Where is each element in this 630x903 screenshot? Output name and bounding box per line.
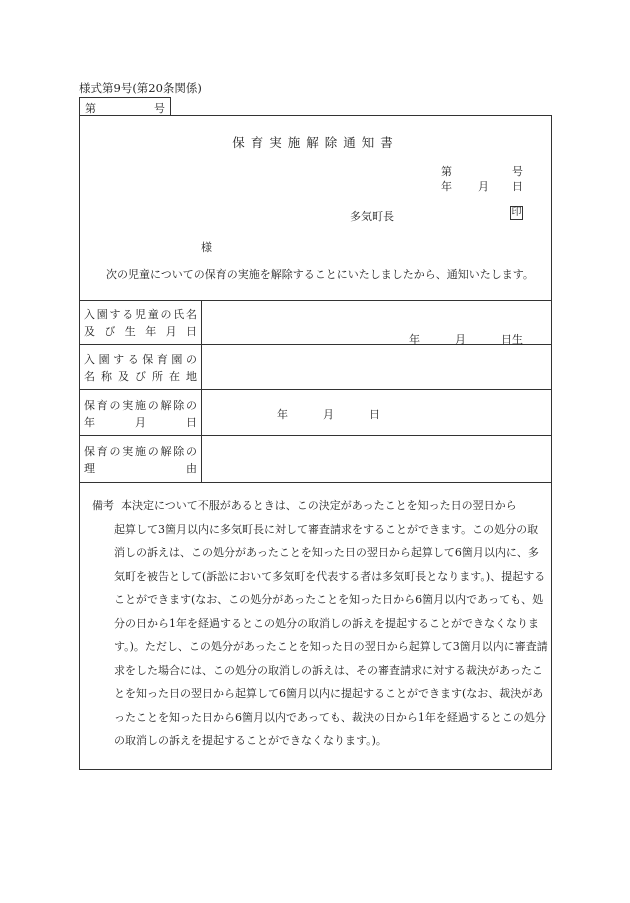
issue-month: 月 [478, 180, 489, 193]
issue-day: 日 [512, 180, 523, 193]
remarks-first-line: 本決定について不服があるときは、この決定があったことを知った日の翌日から [121, 499, 517, 512]
issue-year: 年 [441, 180, 452, 193]
form-number-label: 様式第9号(第20条関係) [79, 81, 202, 95]
intro-text: 次の児童についての保育の実施を解除することにいたしましたから、通知いたします。 [106, 268, 534, 281]
table-row-divider [79, 389, 552, 390]
document-number-box [79, 97, 171, 115]
seal-mark: 印 [511, 207, 522, 218]
number-box-go: 号 [154, 102, 165, 115]
issue-number-date [441, 163, 523, 193]
remarks-heading: 備考 [92, 499, 114, 512]
row-release-date-label: 保育の実施の解除の 年月日 [84, 399, 197, 429]
details-table: 入園する児童の氏名 及び生年月日 年 月 日生 入園する保育園の 名称及び所在地 保育の実施の解除の 年月日 年 月 日 保育の実施の解除の 理由 [79, 300, 552, 483]
document-title: 保育実施解除通知書 [232, 135, 399, 150]
row-nursery-label: 入園する保育園の 名称及び所在地 [84, 353, 197, 383]
remarks-body: 起算して3箇月以内に多気町長に対して審査請求をすることができます。この処分の取消しの訴えは、この処分があったことを知った日の翌日から起算して6箇月以内に、多気町を被告として(訴訟において多気町を代表する者は多気町長となります。)、提起することができます(なお、この処分があったことを知った日から6箇月以内であっても、処分の日から1年を経過するとこの処分の取消しの訴えを提起することができなくなります。)。ただし、この処分があったことを知った日の翌日から起算して3箇月以内に審査請求をした場合には、この処分の取消しの訴えは、その審査請求に対する裁決があったことを知った日の翌日から起算して6箇月以内に提起することができます(なお、裁決があったことを知った日から6箇月以内であっても、裁決の日から1年を経過するとこの処分の取消しの訴えを提起することができなくなります。)。 [114, 522, 548, 747]
number-box-dai: 第 [85, 102, 96, 115]
issue-go: 号 [512, 165, 523, 178]
addressee-suffix: 様 [201, 241, 212, 254]
table-row-divider [79, 344, 552, 345]
table-column-divider [201, 301, 202, 482]
remarks-section [92, 494, 548, 753]
row-release-reason-label: 保育の実施の解除の 理由 [84, 445, 197, 475]
issue-dai: 第 [441, 165, 452, 178]
row-child-name-label: 入園する児童の氏名 及び生年月日 [84, 308, 197, 338]
issuer-name: 多気町長 [350, 210, 394, 223]
table-row-divider [79, 435, 552, 436]
